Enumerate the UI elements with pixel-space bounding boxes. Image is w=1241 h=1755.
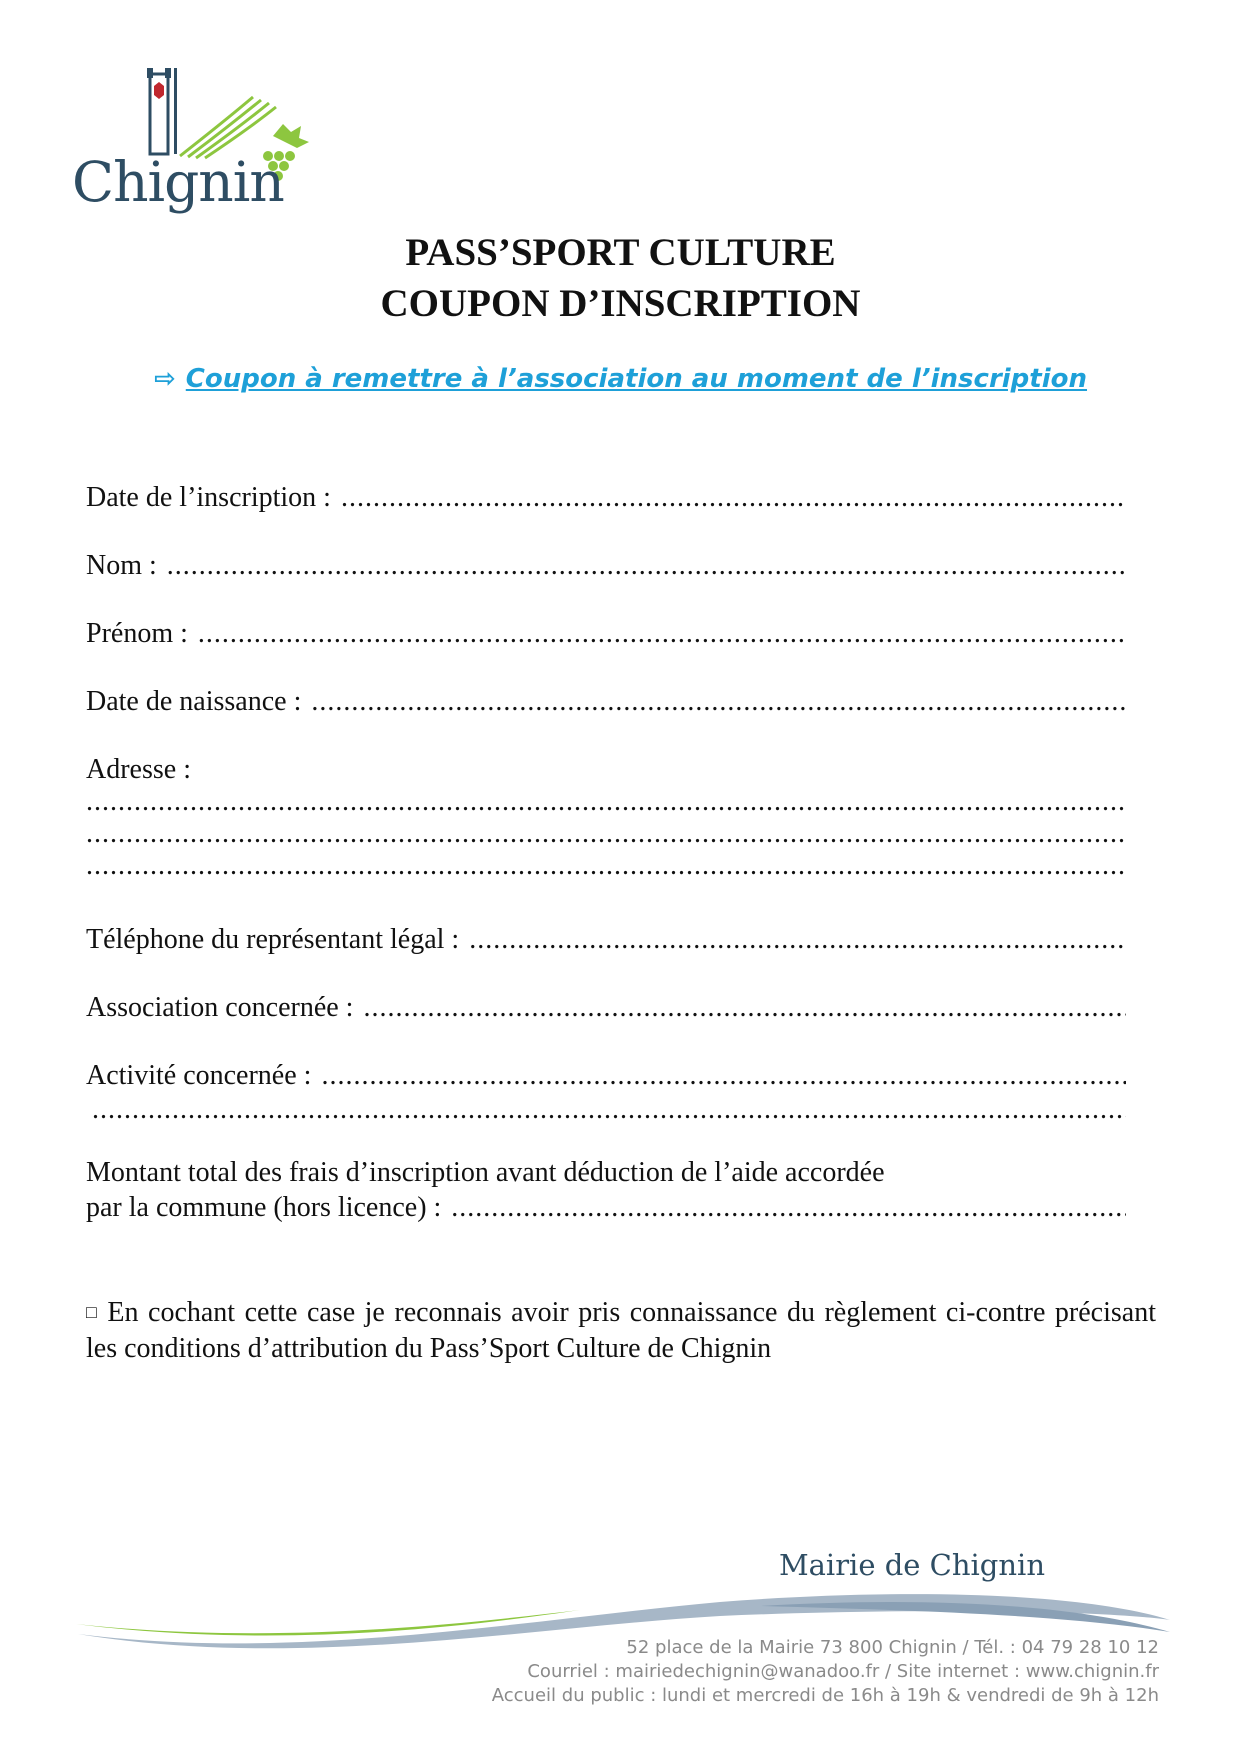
logo-text: Chignin — [72, 150, 284, 214]
date-inscription-blank[interactable] — [341, 482, 1126, 514]
consent-checkbox[interactable]: □ — [86, 1302, 100, 1322]
page-title: PASS’SPORT CULTURE — [405, 231, 836, 274]
chignin-logo — [68, 64, 338, 229]
field-montant[interactable] — [86, 1192, 1126, 1224]
date-naissance-label: Date de naissance : — [86, 686, 302, 717]
association-label: Association concernée : — [86, 992, 354, 1023]
instruction-text: Coupon à remettre à l’association au moment de l’inscription — [185, 364, 1088, 394]
field-telephone[interactable] — [86, 924, 1126, 956]
telephone-label: Téléphone du représentant légal : — [86, 924, 460, 955]
field-association[interactable] — [86, 992, 1126, 1024]
date-inscription-label: Date de l’inscription : — [86, 482, 331, 513]
consent-paragraph — [86, 1296, 1156, 1366]
page-subtitle-title: COUPON D’INSCRIPTION — [380, 282, 861, 325]
montant-question: Montant total des frais d’inscription avant déduction de l’aide accordée — [86, 1157, 885, 1188]
adresse-label: Adresse : — [86, 754, 191, 785]
adresse-blank-line-2[interactable] — [86, 818, 1126, 850]
prenom-label: Prénom : — [86, 618, 188, 649]
field-adresse — [86, 754, 1126, 786]
field-date-naissance[interactable] — [86, 686, 1126, 718]
montant-blank[interactable] — [451, 1192, 1126, 1224]
montant-label: par la commune (hors licence) : — [86, 1192, 442, 1223]
field-activite[interactable] — [86, 1060, 1126, 1092]
instruction-line — [0, 364, 1241, 394]
activite-blank-line-2[interactable] — [92, 1094, 1126, 1126]
association-blank[interactable] — [363, 992, 1126, 1024]
field-prenom[interactable] — [86, 618, 1126, 650]
consent-text: En cochant cette case je reconnais avoir pris connaissance du règlement ci-contre précisant les conditions d’attribution du Pass’Sport Culture de Chignin — [86, 1297, 1156, 1364]
arrow-right-icon: ⇨ — [153, 364, 176, 394]
activite-blank[interactable] — [321, 1060, 1126, 1092]
date-naissance-blank[interactable] — [311, 686, 1126, 718]
footer-address: 52 place de la Mairie 73 800 Chignin / Tél. : 04 79 28 10 12 — [626, 1637, 1159, 1658]
nom-blank[interactable] — [167, 550, 1126, 582]
nom-label: Nom : — [86, 550, 157, 581]
activite-label: Activité concernée : — [86, 1060, 312, 1091]
footer-hours: Accueil du public : lundi et mercredi de 16h à 19h & vendredi de 9h à 12h — [491, 1685, 1159, 1706]
adresse-blank-line-1[interactable] — [86, 786, 1126, 818]
footer-contact: Courriel : mairiedechignin@wanadoo.fr / Site internet : www.chignin.fr — [527, 1661, 1159, 1682]
mairie-heading: Mairie de Chignin — [778, 1548, 1045, 1582]
telephone-blank[interactable] — [469, 924, 1126, 956]
field-date-inscription[interactable] — [86, 482, 1126, 514]
prenom-blank[interactable] — [198, 618, 1126, 650]
adresse-blank-line-3[interactable] — [86, 850, 1126, 882]
field-nom[interactable] — [86, 550, 1126, 582]
